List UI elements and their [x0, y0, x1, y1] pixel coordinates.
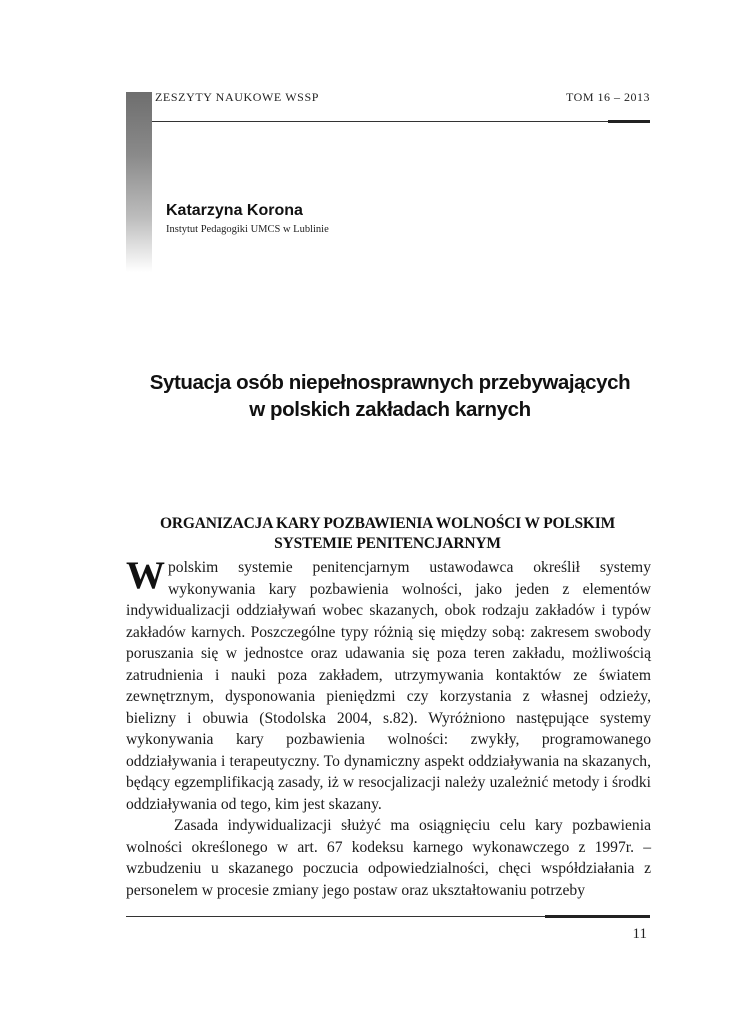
- journal-name: ZESZYTY NAUKOWE WSSP: [155, 90, 319, 104]
- page-number: 11: [632, 926, 647, 942]
- body-text: [126, 554, 651, 901]
- section-heading: [110, 514, 665, 554]
- dropcap: W: [126, 554, 165, 597]
- author-affiliation: Instytut Pedagogiki UMCS w Lublinie: [166, 224, 329, 235]
- footer-rule-accent: [545, 915, 650, 918]
- section-heading-line-2: SYSTEMIE PENITENCJARNYM: [274, 535, 501, 552]
- paragraph-1: [126, 554, 651, 815]
- decorative-gray-bar: [126, 92, 152, 272]
- header-rule: [152, 121, 650, 122]
- article-title: [110, 369, 670, 423]
- paragraph-1-text: polskim systemie penitencjarnym ustawodawca określił systemy wykonywania kary pozbawienia wolności, jako jeden z elementów indywidualizacji oddziaływań wobec skazanych, obok rodzaju zakładów i typów zakładów karnych. Poszczególne typy różnią się między sobą: zakresem swobody poruszania się w jednostce oraz udawania się poza teren zakładu, możliwością zatrudnienia i nauki poza zakładem, utrzymywania kontaktów ze światem zewnętrznym, dysponowania pieniędzmi czy korzystania z własnej odzieży, bielizny i obuwia (Stodolska 2004, s.82). Wyróżniono następujące systemy wykonywania kary pozbawienia wolności: zwykły, programowanego oddziaływania i terapeutyczny. To dynamiczny aspekt oddziaływania na skazanych, będący egzemplifikacją zasady, iż w resocjalizacji należy uzależnić metody i środki oddziaływania od tego, kim jest skazany.: [126, 559, 651, 813]
- title-line-2: w polskich zakładach karnych: [249, 398, 531, 421]
- title-line-1: Sytuacja osób niepełnosprawnych przebywających: [149, 371, 631, 394]
- paragraph-2: Zasada indywidualizacji służyć ma osiągnięciu celu kary pozbawienia wolności określonego w art. 67 kodeksu karnego wykonawczego z 1997r. – wzbudzeniu u skazanego poczucia odpowiedzialności, chęci współdziałania z personelem w procesie zmiany jego postaw oraz ukształtowaniu potrzeby: [126, 817, 651, 899]
- section-heading-line-1: ORGANIZACJA KARY POZBAWIENIA WOLNOŚCI W POLSKIM: [160, 515, 615, 532]
- volume-info: TOM 16 – 2013: [566, 90, 650, 104]
- header-rule-accent: [608, 120, 650, 123]
- author-name: Katarzyna Korona: [166, 202, 303, 219]
